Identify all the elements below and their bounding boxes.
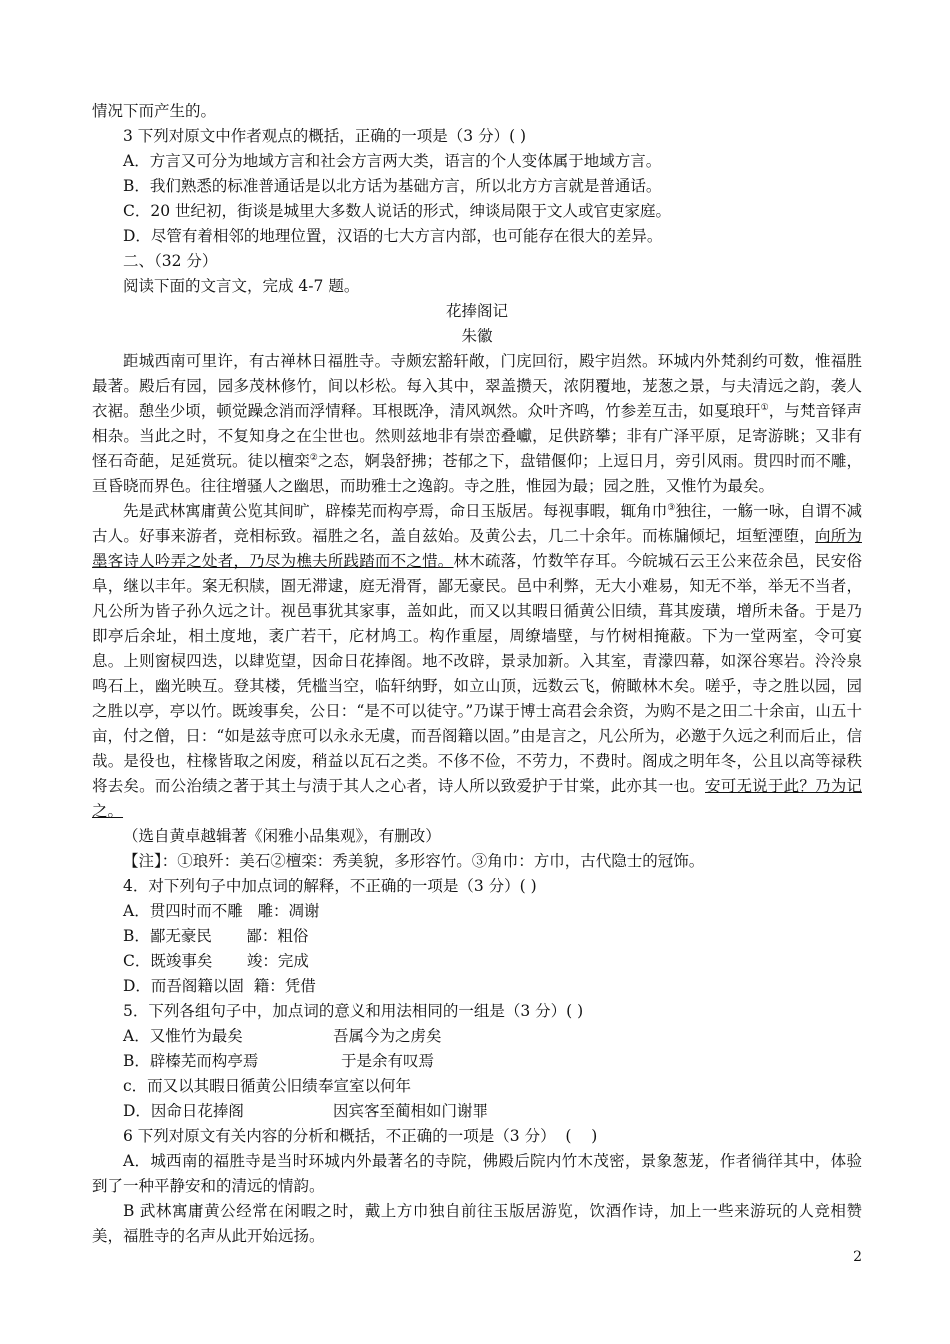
page-number: 2 xyxy=(853,1249,862,1265)
footnote-marker-3: ③ xyxy=(667,502,676,513)
question-5-option-c xyxy=(92,1074,862,1099)
question-4-option-d: D．而吾阁籍以固 籍：凭借 xyxy=(123,977,316,995)
question-5-option-b xyxy=(92,1049,862,1074)
question-4-option-b: B．鄙无豪民 鄙：粗俗 xyxy=(123,927,309,945)
question-4-stem: 4．对下列句子中加点词的解释，不正确的一项是（3 分）( ) xyxy=(123,877,537,895)
paragraph-1-text-b: ，与梵音铎声相杂。当此之时，不复知身之在尘世也。然则兹地非有崇峦叠巘，足供跻攀；非有广泽平原，足寄游眺；又非有怪石奇葩，足延赏玩。徒以檀栾 xyxy=(92,402,862,470)
option-a-left: A．又惟竹为最矣 xyxy=(123,1027,243,1045)
option-a-right: 吾属今为之虏矣 xyxy=(333,1027,442,1045)
option-c-right: 奉宣室以何年 xyxy=(318,1077,412,1095)
question-5-option-d xyxy=(92,1099,862,1124)
paragraph-2-text-b: 独往，一觞一咏，自谓不减古人。好事来游者，竞相标致。福胜之名，盖自兹始。及黄公去，几二十余年。而栋牖倾圮，垣堑湮堕， xyxy=(92,502,862,545)
paragraph-1-text-a: 距城西南可里许，有古禅林日福胜寺。寺颇宏豁轩敞，门庑回衍，殿宇岿然。环城内外梵刹约可数，惟福胜最著。殿后有园，园多茂林修竹，间以杉松。每入其中，翠盖攒天，浓阴覆地，茏葱之景，与夫清远之韵，袭人衣裾。憩坐少顷，顿觉躁念消而浮情释。耳根既净，清风飒然。众叶齐鸣，竹参差互击，如戛琅玕 xyxy=(92,352,862,420)
underlined-sentence-2: 安可无说于此？乃为记之。 xyxy=(92,777,862,820)
footnote-marker-2: ② xyxy=(309,452,318,463)
classical-article xyxy=(92,299,862,1249)
article-title: 花捧阁记 xyxy=(445,302,508,320)
article-source: （选自黄卓越辑著《闲雅小品集观》，有删改） xyxy=(123,827,441,845)
article-paragraph-2 xyxy=(92,499,862,824)
preceding-section xyxy=(92,99,862,299)
question-3-option-d: D．尽管有着相邻的地理位置，汉语的七大方言内部，也可能存在很大的差异。 xyxy=(123,227,663,245)
paragraph-1-text-c: 之态，婀袅舒拂；苍郁之下，盘错偃仰；上逗日月，旁引风雨。贯四时而不雕，亘昏晓而界色。往往增骚人之幽思，而助雅士之逸韵。寺之胜，惟园为最；园之胜，又惟竹为最矣。 xyxy=(92,452,862,495)
option-b-right: 于是余有叹焉 xyxy=(341,1052,435,1070)
option-d-right: 因宾客至蔺相如门谢罪 xyxy=(333,1102,489,1120)
continued-line: 情况下而产生的。 xyxy=(92,102,217,120)
question-6-stem: 6 下列对原文有关内容的分析和概括，不正确的一项是（3 分） ( ) xyxy=(123,1127,598,1145)
question-6-option-b: B 武林寓庸黄公经常在闲暇之时，戴上方巾独自前往玉版居游览，饮酒作诗，加上一些来游玩的人竞相赞美，福胜寺的名声从此开始远扬。 xyxy=(92,1202,862,1245)
question-3-stem: 3 下列对原文中作者观点的概括，正确的一项是（3 分）( ) xyxy=(123,127,527,145)
footnote-marker-1: ① xyxy=(760,402,769,413)
article-notes: 【注】：①琅歼：美石②檀栾：秀美貌，多形容竹。③角巾：方巾，古代隐士的冠饰。 xyxy=(123,852,705,870)
option-b-left: B．辟榛芜而构亭焉 xyxy=(123,1052,259,1070)
question-5-option-a xyxy=(92,1024,862,1049)
underlined-sentence-1: 向所为墨客诗人吟弄之处者，乃尽为樵夫所践踏而不之惜。 xyxy=(92,527,862,570)
article-paragraph-1 xyxy=(92,349,862,499)
question-4-option-a: A．贯四时而不雕 雕：凋谢 xyxy=(123,902,320,920)
question-4-option-c: C．既竣事矣 竣：完成 xyxy=(123,952,309,970)
question-5-stem: 5．下列各组句子中，加点词的意义和用法相同的一组是（3 分）( ) xyxy=(123,1002,584,1020)
paragraph-2-text-c: 林木疏落，竹数竿存耳。今皖城石云王公来莅余邑，民安俗阜，继以丰年。案无积牍，圄无滞逮，庭无滑胥，鄙无豪民。邑中利弊，无大小难易，知无不举，举无不当者，凡公所为皆子孙久远之计。视邑事犹其家事，盖如此，而又以其暇日循黄公旧绩，葺其废璜，增所未备。于是乃即亭后余址，相土度地，袤广若干，庀材鸠工。构作重屋，周缭墙壁，与竹树相掩蔽。下为一堂两室，令可宴息。上则窗棂四迭，以肆览望，因命日花捧阁。地不改辟，景录加新。入其室，青濛四幕，如深谷寒岩。泠泠泉鸣石上，幽光映互。登其楼，凭槛当空，临轩纳野，如立山顶，远数云飞，俯瞰林木矣。嗟乎，寺之胜以园，园之胜以亭，亭以竹。既竣事矣，公日：“是不可以徒守。”乃谋于博士高君会余资，为购不是之田二十余亩，山五十亩，付之僧，日：“如是兹寺庶可以永永无虞，而吾阁籍以固。”由是言之，凡公所为，必邀于久远之利而后止，信哉。是役也，柱椽皆取之闲废，稍益以瓦石之类。不侈不俭，不劳力，不费时。阁成之明年冬，公且以高等禄秩将去矣。而公治绩之著于其土与渍于其人之心者，诗人所以致爱护于甘棠，此亦其一也。 xyxy=(92,552,862,795)
question-3-option-a: A．方言又可分为地域方言和社会方言两大类，语言的个人变体属于地域方言。 xyxy=(123,152,662,170)
reading-instruction: 阅读下面的文言文，完成 4-7 题。 xyxy=(123,277,360,295)
paragraph-2-text-a: 先是武林寓庸黄公览其间旷，辟榛芜而构亭焉，命日玉版居。每视事暇，辄角巾 xyxy=(123,502,668,520)
section-heading: 二、（32 分） xyxy=(123,252,218,270)
question-3-option-b: B．我们熟悉的标准普通话是以北方话为基础方言，所以北方方言就是普通话。 xyxy=(123,177,662,195)
option-d-left: D．因命日花捧阁 xyxy=(123,1102,244,1120)
article-author: 朱徽 xyxy=(461,327,493,345)
question-3-option-c: C．20 世纪初，街谈是城里大多数人说话的形式，绅谈局限于文人或官吏家庭。 xyxy=(123,202,672,220)
option-c-left: c．而又以其暇日循黄公旧绩 xyxy=(123,1077,318,1095)
question-6-option-a: A．城西南的福胜寺是当时环城内外最著名的寺院，佛殿后院内竹木茂密，景象葱茏，作者徜徉其中，体验到了一种平静安和的清远的情韵。 xyxy=(92,1152,862,1195)
